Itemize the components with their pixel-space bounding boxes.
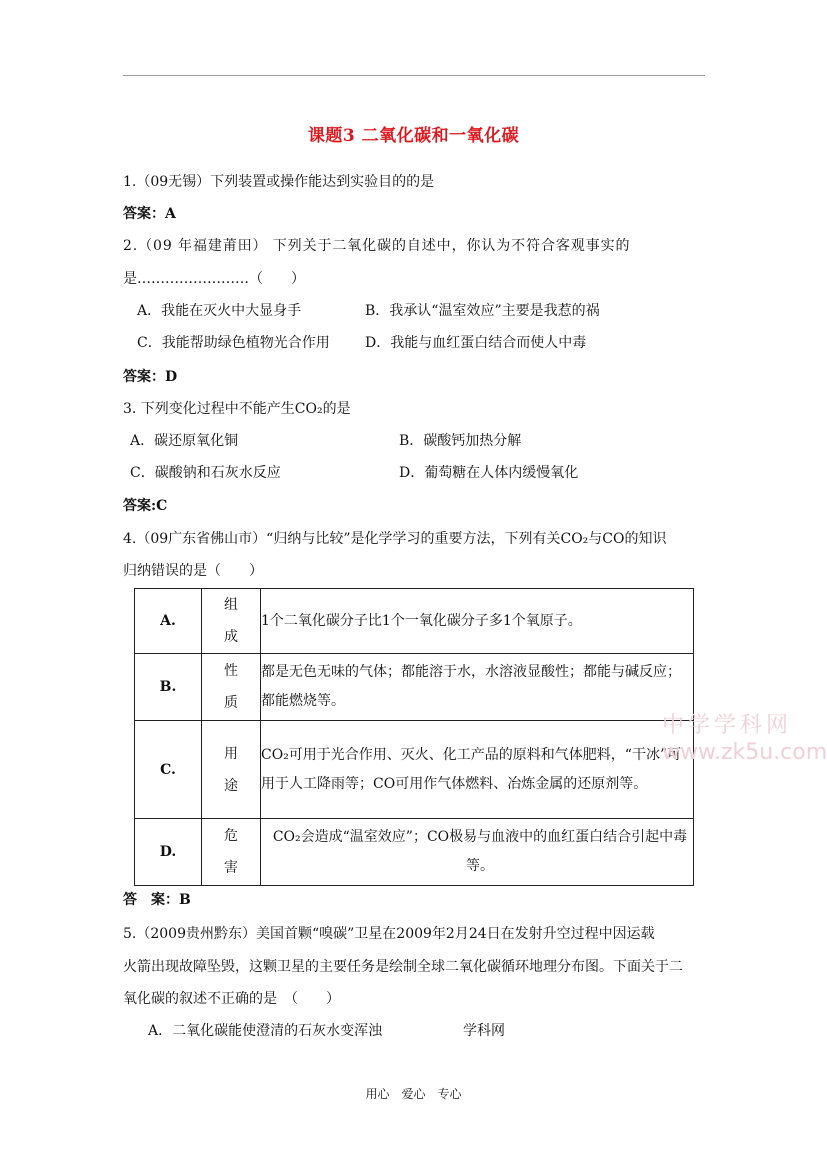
- table-category: [202, 589, 261, 654]
- question-2-option-c: C．我能帮助绿色植物光合作用: [137, 335, 330, 351]
- question-2-option-b: B．我承认“温室效应”主要是我惹的祸: [365, 303, 600, 319]
- table-category: [202, 721, 261, 819]
- question-3-text: 3. 下列变化过程中不能产生CO₂的是: [123, 401, 351, 417]
- question-1-answer: 答案：A: [123, 206, 176, 222]
- table-description: CO₂会造成“温室效应”；CO极易与血液中的血红蛋白结合引起中毒等。: [261, 819, 694, 886]
- table-category: [202, 819, 261, 886]
- category-char-2: 害: [224, 860, 238, 876]
- question-2-line-1: 2.（09 年福建莆田） 下列关于二氧化碳的自述中，你认为不符合客观事实的: [123, 238, 631, 254]
- question-3-option-b: B．碳酸钙加热分解: [399, 433, 522, 449]
- table-option: B.: [135, 654, 202, 721]
- table-row: [135, 721, 694, 819]
- question-5-option-a: A．二氧化碳能使澄清的石灰水变浑浊: [148, 1023, 383, 1039]
- question-5-line-1: 5.（2009贵州黔东）美国首颗“嗅碳”卫星在2009年2月24日在发射升空过程中因运载: [123, 926, 655, 942]
- question-2-option-d: D．我能与血红蛋白结合而使人中毒: [365, 335, 587, 351]
- page-footer: 用心 爱心 专心: [365, 1087, 462, 1101]
- question-4-line-2: 归纳错误的是（ ）: [123, 563, 263, 579]
- question-2-option-a: A．我能在灭火中大显身手: [137, 303, 302, 319]
- table-description: 1个二氧化碳分子比1个一氧化碳分子多1个氧原子。: [261, 589, 694, 654]
- comparison-table: [134, 588, 694, 886]
- question-5-option-a-note: 学科网: [463, 1023, 505, 1039]
- table-row: [135, 654, 694, 721]
- table-row: [135, 819, 694, 886]
- category-char-2: 途: [224, 777, 238, 794]
- question-1-text: 1.（09无锡）下列装置或操作能达到实验目的的是: [123, 174, 435, 190]
- category-char-1: 危: [224, 828, 238, 844]
- table-category: [202, 654, 261, 721]
- category-char-1: 用: [224, 745, 238, 762]
- watermark-text: 中学学科网: [662, 713, 793, 738]
- question-4-line-1: 4.（09广东省佛山市）“归纳与比较”是化学学习的重要方法，下列有关CO₂与CO的知识: [123, 531, 667, 547]
- table-option: C.: [135, 721, 202, 819]
- question-4-answer: 答 案：B: [123, 892, 191, 908]
- page-title: 课题3 二氧化碳和一氧化碳: [307, 126, 520, 146]
- question-2-answer: 答案：D: [123, 369, 178, 385]
- watermark-url: www.zk5u.com: [662, 740, 827, 765]
- question-5-line-2: 火箭出现故障坠毁，这颗卫星的主要任务是绘制全球二氧化碳循环地理分布图。下面关于二: [123, 959, 683, 975]
- table-row: [135, 589, 694, 654]
- question-3-option-d: D．葡萄糖在人体内缓慢氧化: [399, 465, 579, 481]
- table-option: A.: [135, 589, 202, 654]
- header-rule: [123, 75, 705, 76]
- table-option: D.: [135, 819, 202, 886]
- table-description: CO₂可用于光合作用、灭火、化工产品的原料和气体肥料，“干冰”可用于人工降雨等；CO可用作气体燃料、冶炼金属的还原剂等。: [261, 721, 694, 819]
- category-char-2: 质: [224, 695, 238, 711]
- category-char-2: 成: [224, 629, 238, 645]
- question-3-option-a: A．碳还原氧化铜: [130, 433, 239, 449]
- category-char-1: 组: [224, 597, 238, 613]
- question-3-option-c: C．碳酸钠和石灰水反应: [130, 465, 281, 481]
- question-5-line-3: 氧化碳的叙述不正确的是 （ ）: [123, 991, 340, 1007]
- table-description: 都是无色无味的气体；都能溶于水，水溶液显酸性；都能与碱反应；都能燃烧等。: [261, 654, 694, 721]
- question-2-line-2: 是……………………（ ）: [123, 271, 305, 287]
- question-3-answer: 答案:C: [123, 498, 168, 514]
- category-char-1: 性: [224, 663, 238, 679]
